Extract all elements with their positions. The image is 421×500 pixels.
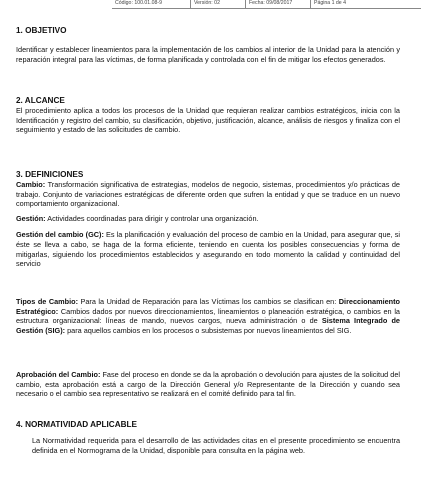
term: Sistema Integrado de Gestión (SIG): — [16, 316, 400, 335]
section-objetivo — [16, 26, 400, 64]
definition-text: Cambios dados por nuevos direccionamientos, lineamientos o planeación estratégica, o cambios en la estructura organizacional: líneas de mando, nuevos cargos, nueva administración o de — [16, 306, 400, 326]
term: Gestión del cambio (GC): — [16, 230, 104, 240]
header-codigo: Código: 100.01.08-9 — [112, 0, 191, 8]
definition-paragraph — [16, 297, 400, 335]
definition-cambio — [16, 180, 400, 209]
section-body: El procedimiento aplica a todos los procesos de la Unidad que requieran realizar cambios estratégicos, inicia con la Identificación y registro del cambio, su clasificación, objetivo, justificación, alcance, análisis de riesgos y finaliza con el seguimiento y estado de las solicitudes de cambio. — [16, 106, 400, 135]
term: Aprobación del Cambio: — [16, 370, 101, 379]
definition-text: Para la Unidad de Reparación para las Víctimas los cambios se clasifican en: — [78, 297, 339, 306]
section-title: 2. ALCANCE — [16, 96, 65, 105]
definition-tipos-cambio — [16, 297, 400, 335]
definition-text: para aquellos cambios en los procesos o subsistemas por nuevos lineamientos del SIG. — [65, 325, 352, 335]
section-alcance — [16, 96, 400, 135]
section-normatividad — [16, 420, 400, 455]
definition-text: Fase del proceso en donde se da la aprobación o devolución para ajustes de la solicitud del cambio, esta aprobación está a cargo de la Dirección General y/o Representante de la Dirección y cuando sea necesario o el cambio sea representativo se realizará en el comité definido para tal fin. — [16, 370, 401, 399]
section-title: 1. OBJETIVO — [16, 26, 67, 35]
header-fecha: Fecha: 09/08/2017 — [246, 0, 311, 8]
term: Tipos de Cambio: — [16, 297, 79, 306]
definition-text: Actividades coordinadas para dirigir y controlar una organización. — [45, 213, 259, 223]
header-pagina: Página 1 de 4 — [314, 0, 347, 6]
definition-paragraph — [16, 370, 400, 399]
section-body: Identificar y establecer lineamientos para la implementación de los cambios al interior de la Unidad para la atención y reparación integral para las víctimas, de forma planificada y controlada con el fin de mitigar los efectos generados. — [16, 45, 400, 64]
section-title: 4. NORMATIVIDAD APLICABLE — [16, 420, 137, 429]
term: Direccionamiento Estratégico: — [16, 297, 400, 316]
document-header — [112, 0, 421, 9]
section-definiciones — [16, 170, 400, 269]
definition-text: Es la planificación y evaluación del proceso de cambio en la Unidad, para asegurar que, si éste se lleva a cabo, se haga de la forma eficiente, teniendo en cuenta los posibles consecuencias y forma de mitigarlas, siguiendo los procedimientos establecidos y asegurando en todo momento la calidad y continuidad del servicio — [16, 230, 401, 269]
definition-aprobacion — [16, 370, 400, 399]
term: Gestión: — [16, 213, 46, 223]
section-title: 3. DEFINICIONES — [16, 170, 84, 179]
term: Cambio: — [16, 180, 46, 189]
definition-gestion-cambio — [16, 230, 400, 268]
section-body: La Normatividad requerida para el desarrollo de las actividades citas en el presente procedimiento se encuentra definida en el Normograma de la Unidad, disponible para consulta en la página web. — [32, 436, 400, 455]
definition-text: Transformación significativa de estrategias, modelos de negocio, sistemas, procedimientos y/o prácticas de trabajo. Conjunto de variaciones estratégicas de diferente orden que sufren la entidad y que se traduce en un nuevo comportamiento organizacional. — [16, 180, 400, 209]
definition-gestion — [16, 214, 400, 224]
header-version: Versión: 02 — [191, 0, 246, 8]
